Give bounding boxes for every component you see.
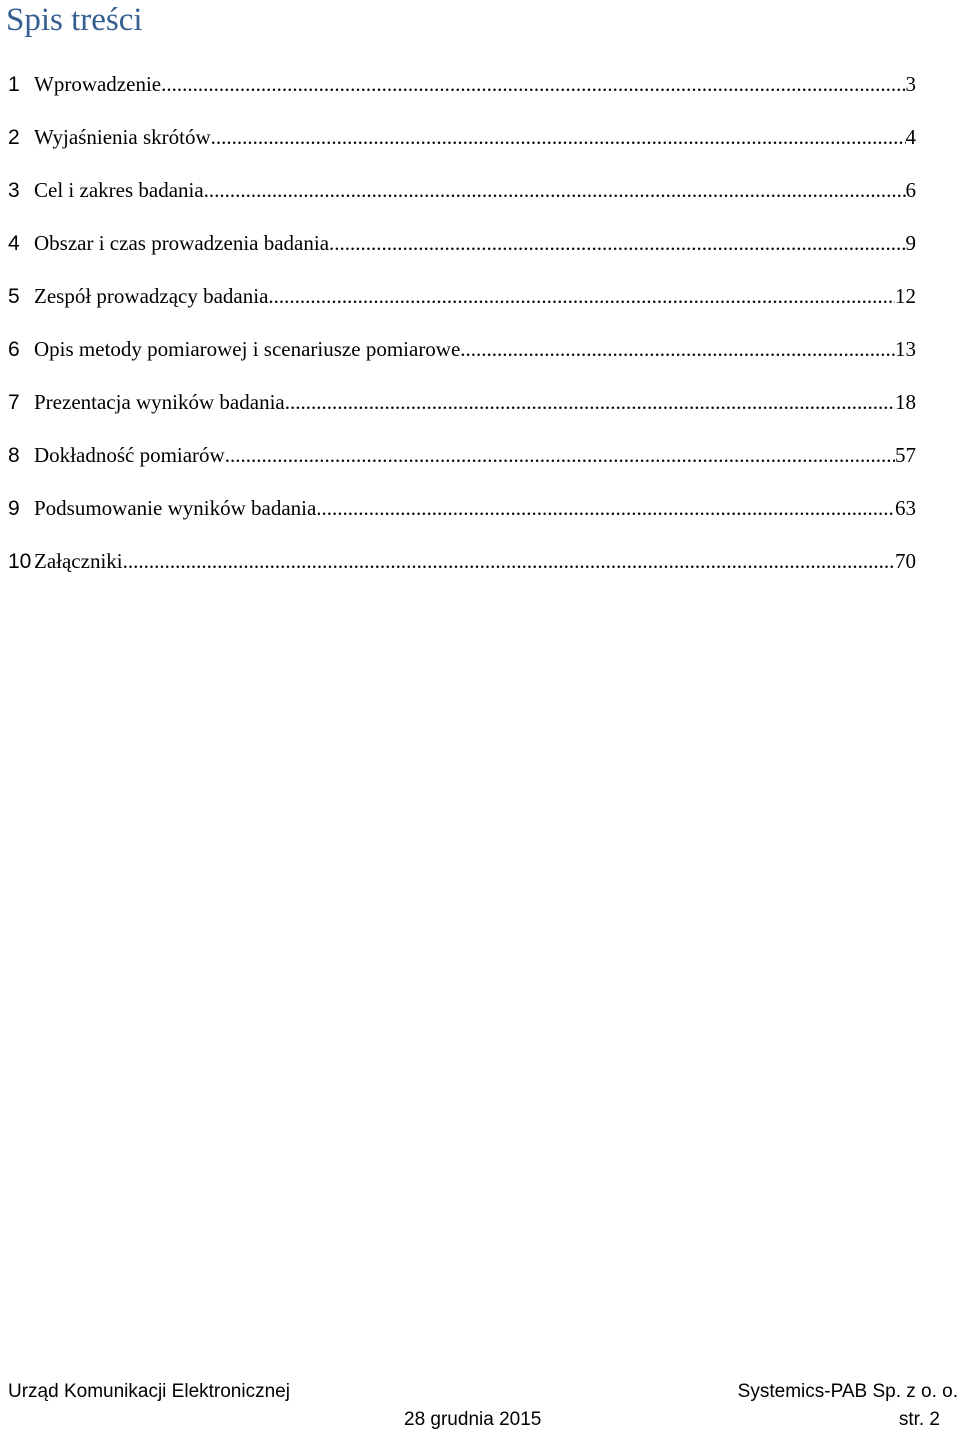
toc-dot-leader (123, 541, 895, 581)
toc-entry-7[interactable] (8, 382, 916, 435)
toc-entry-page[interactable]: 57 (895, 443, 916, 467)
toc-entry-page[interactable]: 63 (895, 496, 916, 520)
toc-list (8, 64, 916, 594)
toc-dot-leader (211, 117, 906, 157)
toc-entry-number: 3 (8, 179, 20, 202)
toc-entry-2[interactable] (8, 117, 916, 170)
toc-entry-title[interactable]: Prezentacja wyników badania (34, 390, 285, 414)
toc-dot-leader (460, 329, 895, 369)
toc-entry-title[interactable]: Obszar i czas prowadzenia badania (34, 231, 330, 255)
toc-entry-title[interactable]: Zespół prowadzący badania (34, 284, 269, 308)
footer-date: 28 grudnia 2015 (404, 1409, 542, 1430)
toc-entry-page[interactable]: 12 (895, 284, 916, 308)
toc-entry-page[interactable]: 6 (905, 178, 916, 202)
toc-entry-9[interactable] (8, 488, 916, 541)
toc-entry-title[interactable]: Cel i zakres badania (34, 178, 204, 202)
toc-entry-4[interactable] (8, 223, 916, 276)
toc-entry-number: 4 (8, 232, 20, 255)
toc-entry-number: 10 (8, 550, 32, 573)
toc-entry-page[interactable]: 18 (895, 390, 916, 414)
toc-heading: Spis treści (6, 2, 143, 38)
toc-entry-5[interactable] (8, 276, 916, 329)
toc-entry-8[interactable] (8, 435, 916, 488)
toc-entry-1[interactable] (8, 64, 916, 117)
toc-entry-10[interactable] (8, 541, 916, 594)
toc-entry-title[interactable]: Opis metody pomiarowej i scenariusze pomiarowe (34, 337, 461, 361)
toc-entry-number: 1 (8, 73, 20, 96)
toc-entry-6[interactable] (8, 329, 916, 382)
toc-entry-number: 2 (8, 126, 20, 149)
toc-entry-title[interactable]: Dokładność pomiarów (34, 443, 225, 467)
toc-entry-page[interactable]: 13 (895, 337, 916, 361)
footer-page-number: str. 2 (898, 1409, 940, 1430)
toc-entry-number: 8 (8, 444, 20, 467)
toc-entry-page[interactable]: 9 (905, 231, 916, 255)
toc-entry-number: 5 (8, 285, 20, 308)
toc-entry-3[interactable] (8, 170, 916, 223)
toc-dot-leader (285, 382, 895, 422)
toc-entry-title[interactable]: Wprowadzenie (34, 72, 162, 96)
toc-entry-title[interactable]: Podsumowanie wyników badania (34, 496, 317, 520)
toc-dot-leader (329, 223, 905, 263)
toc-dot-leader (268, 276, 895, 316)
toc-entry-number: 7 (8, 391, 20, 414)
toc-dot-leader (204, 170, 906, 210)
toc-dot-leader (161, 64, 905, 104)
toc-entry-page[interactable]: 70 (895, 549, 916, 573)
toc-entry-number: 6 (8, 338, 20, 361)
footer-company: Systemics-PAB Sp. z o. o. (737, 1381, 958, 1402)
toc-dot-leader (225, 435, 895, 475)
toc-entry-page[interactable]: 4 (905, 125, 916, 149)
toc-entry-page[interactable]: 3 (905, 72, 916, 96)
toc-entry-number: 9 (8, 497, 20, 520)
toc-dot-leader (316, 488, 895, 528)
footer-organization: Urząd Komunikacji Elektronicznej (8, 1381, 290, 1402)
toc-entry-title[interactable]: Wyjaśnienia skrótów (34, 125, 211, 149)
toc-entry-title[interactable]: Załączniki (34, 549, 123, 573)
